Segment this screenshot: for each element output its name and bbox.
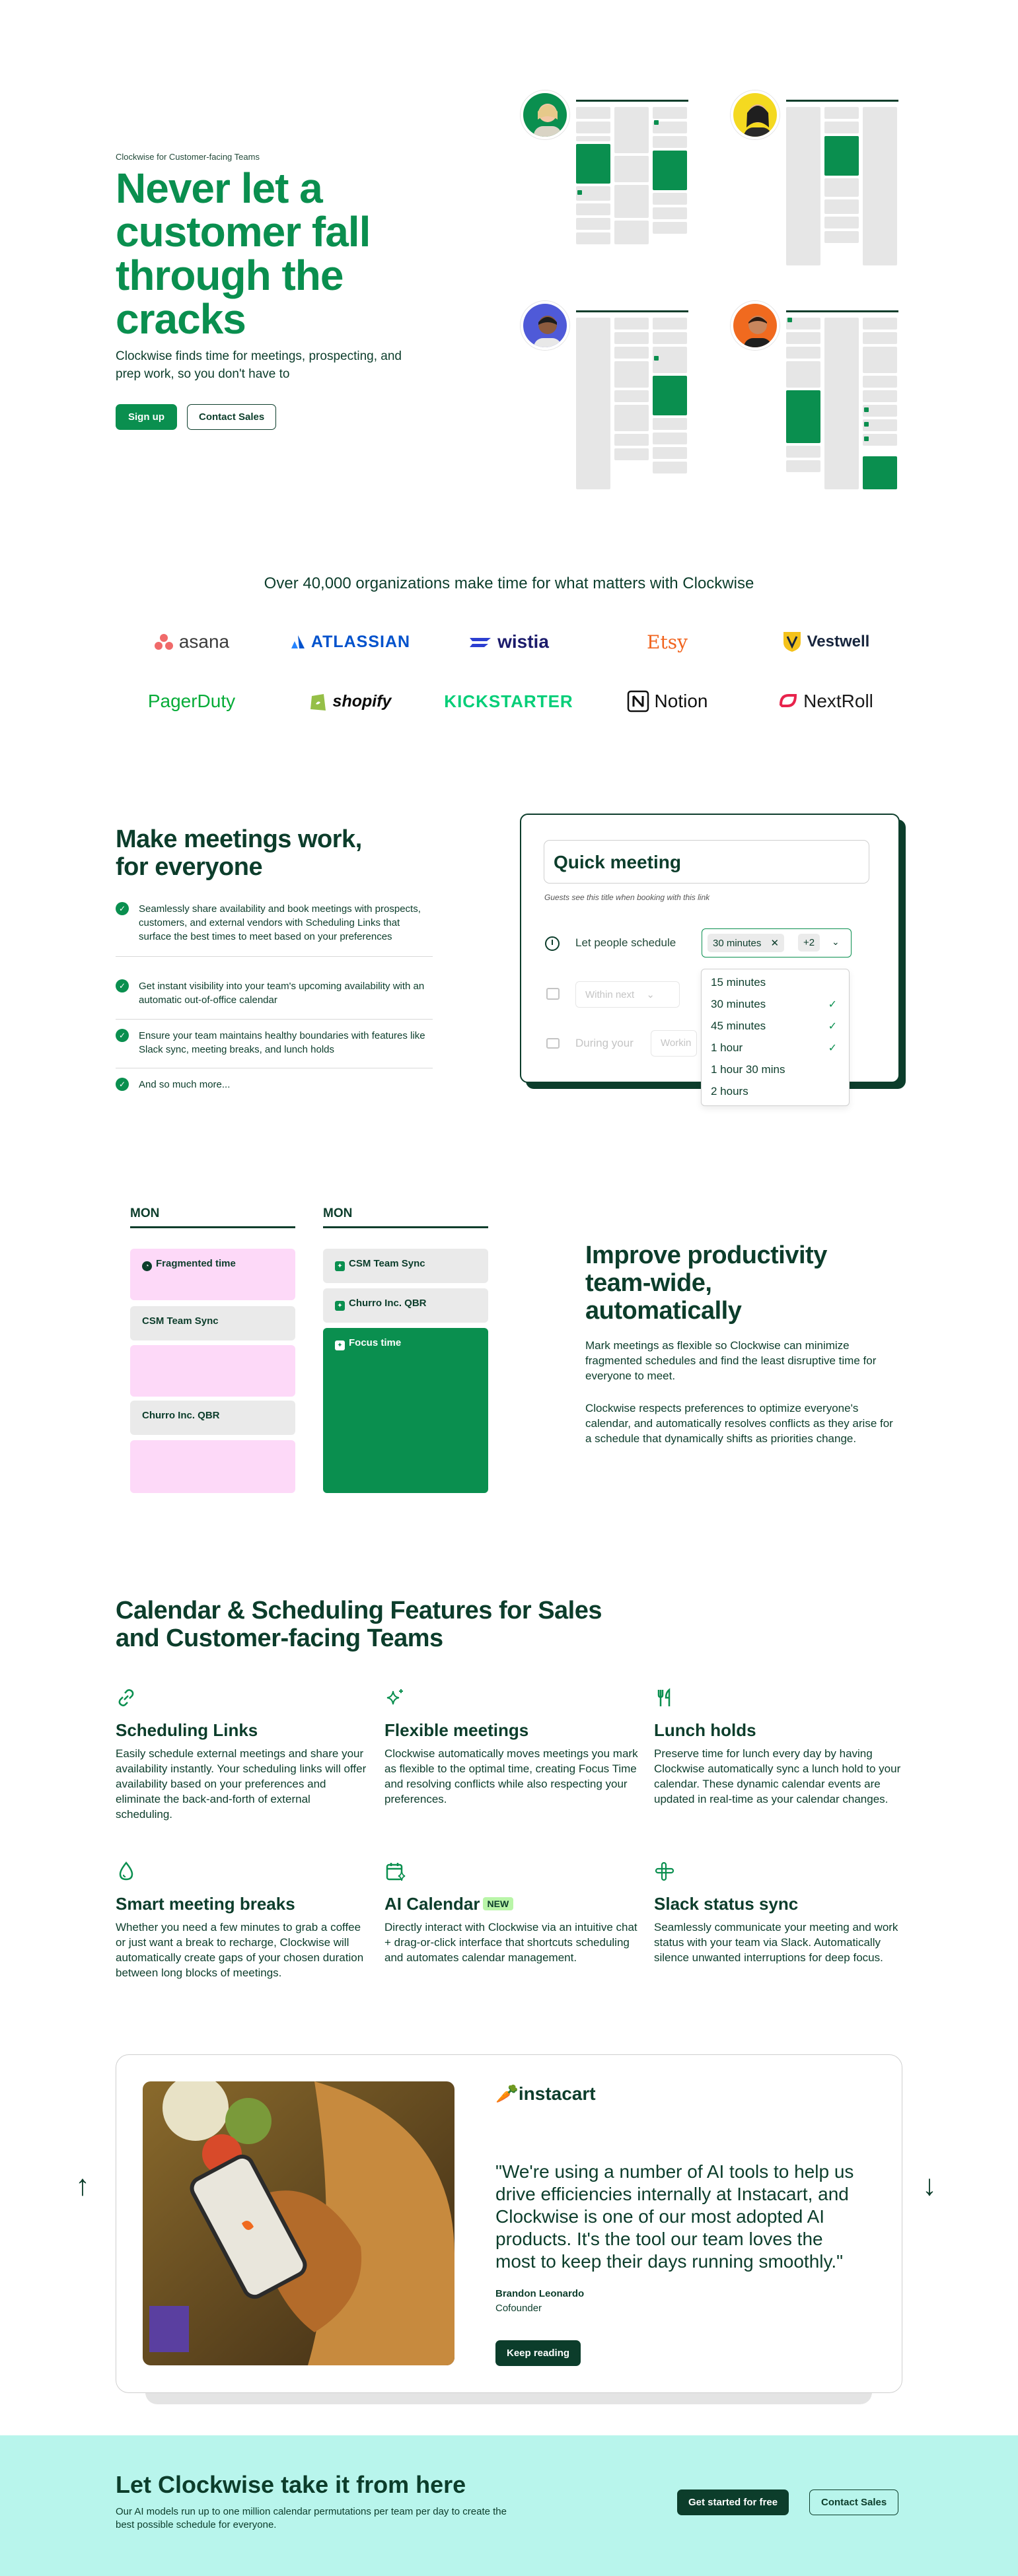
feature-card — [116, 1687, 370, 1822]
contact-sales-button[interactable]: Contact Sales — [187, 404, 276, 430]
get-started-button[interactable]: Get started for free — [677, 2489, 789, 2515]
productivity-paragraph-2: Clockwise respects preferences to optimize everyone's calendar, and automatically resolves conflicts as they arise for a schedule that dynamically shifts as priorities change. — [585, 1402, 893, 1445]
check-item-text: And so much more... — [139, 1079, 231, 1090]
logo-kickstarter-text: KICKSTARTER — [444, 691, 573, 711]
duration-option[interactable] — [702, 972, 849, 994]
calendar-grid — [786, 100, 898, 265]
cta-title: Let Clockwise take it from here — [116, 2471, 466, 2498]
chevron-down-icon[interactable]: ⌄ — [832, 936, 840, 947]
block-label: Fragmented time — [156, 1258, 236, 1269]
avatar — [521, 301, 569, 350]
feature-card — [654, 1687, 908, 1807]
testimonial-card — [116, 2054, 902, 2393]
carrot-icon: 🥕 — [495, 2083, 519, 2104]
day-header: MON — [130, 1206, 295, 1228]
meeting-block — [130, 1401, 295, 1435]
calendar-grid — [786, 310, 898, 489]
feature-description: Easily schedule external meetings and share your availability instantly. Your scheduling links will offer availability based on your preferences and eliminate the back-and-forth of external scheduling. — [116, 1747, 367, 1821]
feature-card — [384, 1687, 639, 1807]
feature-description: Clockwise automatically moves meetings you mark as flexible to the optimal time, creating Focus Time and resolving conflicts while also respecting your preferences. — [384, 1747, 638, 1805]
feature-check-item — [116, 979, 433, 1007]
clockwise-icon: ✦ — [335, 1261, 345, 1271]
droplet-icon — [116, 1861, 137, 1882]
testimonial-author: Brandon Leonardo — [495, 2288, 585, 2299]
logo-etsy-text: Etsy — [647, 631, 688, 653]
feature-title: Smart meeting breaks — [116, 1894, 295, 1914]
feature-check-item — [116, 902, 433, 944]
clock-icon: ◔ — [142, 1261, 152, 1271]
option-label: 15 minutes — [711, 976, 766, 989]
chevron-down-icon: ⌄ — [646, 989, 655, 1000]
logo-atlassian — [274, 627, 426, 656]
duration-option[interactable] — [702, 1059, 849, 1081]
check-item-text: Get instant visibility into your team's upcoming availability with an automatic out-of-office calendar — [139, 981, 425, 1006]
link-icon — [116, 1687, 137, 1708]
hero-subtitle: Clockwise finds time for meetings, prospecting, and prep work, so you don't have to — [116, 349, 402, 381]
duration-chip — [708, 934, 784, 952]
option-label: 30 minutes — [711, 998, 766, 1010]
feature-title: Lunch holds — [654, 1720, 756, 1740]
arrow-down-icon[interactable]: ↓ — [922, 2169, 937, 2202]
keep-reading-button[interactable]: Keep reading — [495, 2340, 581, 2366]
working-hours-select[interactable]: Workin — [651, 1030, 697, 1057]
duration-dropdown — [701, 969, 850, 1106]
feature-card — [654, 1861, 908, 1965]
remove-chip-icon[interactable]: ✕ — [770, 938, 780, 949]
logo-atlassian-text: ATLASSIAN — [310, 632, 411, 651]
block-label: CSM Team Sync — [349, 1258, 425, 1269]
logo-nextroll-text: NextRoll — [803, 691, 873, 711]
productivity-title: Improve productivity team-wide, automatically — [585, 1241, 827, 1325]
calendar-icon — [546, 988, 560, 1000]
fragmented-block — [130, 1440, 295, 1493]
logo-shopify — [274, 687, 426, 716]
sparkle-icon — [384, 1687, 406, 1708]
block-label: CSM Team Sync — [142, 1315, 219, 1327]
calendar-grid — [576, 100, 688, 265]
instacart-logo — [495, 2083, 596, 2105]
meeting-block — [323, 1249, 488, 1283]
logos-tagline: Over 40,000 organizations make time for what matters with Clockwise — [264, 574, 754, 592]
day-header: MON — [323, 1206, 488, 1228]
calendar-sparkle-icon — [384, 1861, 406, 1882]
logo-asana-text: asana — [178, 631, 230, 652]
option-label: 45 minutes — [711, 1020, 766, 1032]
avatar — [731, 301, 780, 350]
signup-button[interactable]: Sign up — [116, 404, 177, 430]
check-icon: ✓ — [828, 999, 837, 1010]
new-badge: NEW — [483, 1897, 514, 1910]
block-label: Churro Inc. QBR — [349, 1298, 427, 1309]
cta-description: Our AI models run up to one million calendar permutations per team per day to create the best possible schedule for everyone. — [116, 2506, 507, 2530]
check-icon: ✓ — [828, 1021, 837, 1032]
hero-eyebrow: Clockwise for Customer-facing Teams — [116, 152, 260, 162]
feature-description: Directly interact with Clockwise via an intuitive chat + drag-or-click interface that shortcuts scheduling and automates calendar management. — [384, 1921, 637, 1964]
fragmented-block — [130, 1345, 295, 1397]
option-label: 1 hour 30 mins — [711, 1063, 785, 1076]
testimonial-quote: "We're using a number of AI tools to help us drive efficiencies internally at Instacart, and Clockwise is one of our most adopted AI products. It's the tool our team loves the most to keep their days running smoothly." — [495, 2161, 854, 2272]
meetings-title: Make meetings work, for everyone — [116, 825, 362, 881]
check-item-text: Ensure your team maintains healthy boundaries with features like Slack sync, meeting breaks, and lunch holds — [139, 1030, 425, 1055]
contact-sales-button[interactable]: Contact Sales — [809, 2489, 898, 2515]
logo-etsy — [591, 627, 743, 656]
logo-shopify-text: shopify — [332, 691, 392, 711]
check-icon: ✓ — [116, 979, 129, 992]
feature-title: Slack status sync — [654, 1894, 799, 1914]
within-next-select[interactable] — [575, 981, 680, 1008]
feature-title-text: AI Calendar — [384, 1894, 480, 1914]
feature-title — [384, 1894, 639, 1914]
testimonial-photo — [143, 2081, 454, 2365]
slack-icon — [654, 1861, 675, 1882]
duration-option[interactable] — [702, 1037, 849, 1059]
briefcase-icon — [546, 1038, 560, 1049]
feature-title: Flexible meetings — [384, 1720, 529, 1740]
feature-check-item — [116, 1029, 433, 1057]
logo-vestwell-text: Vestwell — [807, 633, 870, 650]
logo-wistia — [433, 627, 585, 656]
brand-name: instacart — [518, 2083, 596, 2104]
logo-wistia-text: wistia — [497, 631, 549, 652]
logo-pagerduty-text: PagerDuty — [147, 691, 236, 711]
meeting-title-hint: Guests see this title when booking with this link — [544, 893, 710, 902]
option-label: 1 hour — [711, 1041, 743, 1054]
clock-icon — [545, 936, 560, 951]
feature-card — [116, 1861, 370, 1980]
cta-banner — [0, 2435, 1018, 2576]
logo-asana — [116, 627, 268, 656]
utensils-icon — [654, 1687, 675, 1708]
logo-notion — [591, 687, 743, 716]
logo-vestwell — [750, 627, 902, 656]
block-label: Churro Inc. QBR — [142, 1410, 220, 1421]
duration-chip-text: 30 minutes — [713, 938, 762, 949]
divider — [116, 956, 433, 957]
duration-option[interactable] — [702, 1081, 849, 1103]
meeting-block — [130, 1306, 295, 1340]
within-next-label: Within next — [585, 989, 635, 1000]
duration-option[interactable] — [702, 994, 849, 1016]
check-icon: ✓ — [116, 1078, 129, 1091]
logo-nextroll — [750, 687, 902, 716]
feature-description: Preserve time for lunch every day by having Clockwise automatically sync a lunch hold to your calendar. These dynamic calendar events are updated in real-time as your calendar changes. — [654, 1747, 901, 1805]
duration-select[interactable] — [702, 928, 852, 957]
features-title: Calendar & Scheduling Features for Sales and Customer-facing Teams — [116, 1597, 602, 1652]
more-chip: +2 — [798, 934, 820, 952]
fragmented-time-block — [130, 1249, 295, 1300]
block-label: Focus time — [349, 1337, 402, 1348]
divider — [116, 1019, 433, 1020]
meeting-title-input[interactable]: Quick meeting — [544, 840, 869, 884]
avatar — [521, 90, 569, 139]
logo-pagerduty — [116, 687, 268, 716]
during-label: During your — [575, 1037, 634, 1049]
logo-notion-text: Notion — [654, 691, 708, 711]
testimonial-role: Cofounder — [495, 2303, 542, 2314]
clockwise-icon: ✦ — [335, 1301, 345, 1311]
logo-kickstarter — [433, 687, 585, 716]
check-icon: ✓ — [116, 1029, 129, 1042]
schedule-label: Let people schedule — [575, 936, 676, 949]
check-icon: ✓ — [828, 1043, 837, 1054]
feature-title: Scheduling Links — [116, 1720, 258, 1740]
check-icon: ✓ — [116, 902, 129, 915]
option-label: 2 hours — [711, 1085, 748, 1097]
check-item-text: Seamlessly share availability and book meetings with prospects, customers, and external vendors with Scheduling Links that surface the best times to meet based on your preferences — [139, 903, 421, 942]
feature-description: Seamlessly communicate your meeting and work status with your team via Slack. Automatically silence unwanted interruptions for deep focus. — [654, 1921, 898, 1964]
focus-time-block — [323, 1328, 488, 1493]
clockwise-icon: ✦ — [335, 1340, 345, 1350]
meeting-block — [323, 1288, 488, 1323]
productivity-paragraph-1: Mark meetings as flexible so Clockwise can minimize fragmented schedules and find the least disruptive time for everyone to meet. — [585, 1339, 877, 1382]
hero-title: Never let a customer fall through the cracks — [116, 164, 371, 343]
duration-option[interactable] — [702, 1016, 849, 1037]
arrow-up-icon[interactable]: ↑ — [75, 2169, 90, 2202]
calendar-grid — [576, 310, 688, 489]
feature-card — [384, 1861, 639, 1965]
avatar — [731, 90, 780, 139]
feature-check-item — [116, 1078, 433, 1092]
feature-description: Whether you need a few minutes to grab a coffee or just want a break to recharge, Clockwise will automatically create gaps of your chosen duration between long blocks of meetings. — [116, 1921, 364, 1979]
